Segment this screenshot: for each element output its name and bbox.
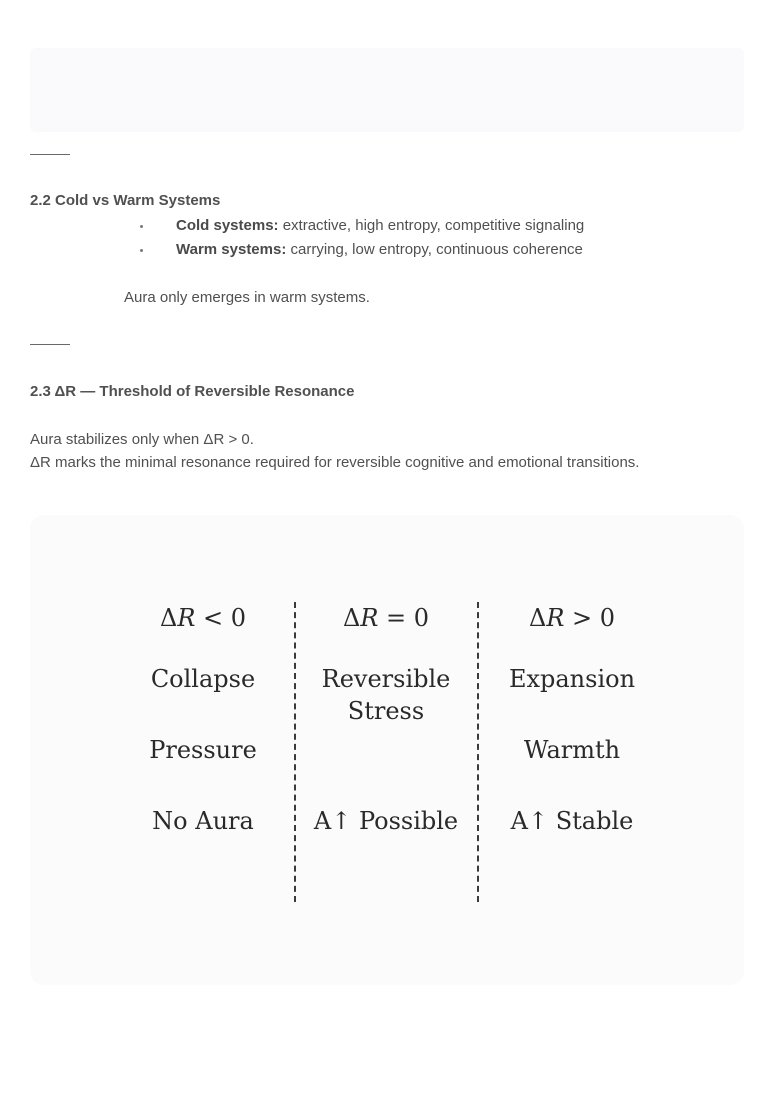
- section-divider: [30, 344, 70, 345]
- bullet-description: extractive, high entropy, competitive signaling: [278, 217, 585, 234]
- figure-cell: A↑ Possible: [313, 807, 459, 835]
- figure-column-divider: [477, 602, 479, 902]
- figure-cell: A↑ Stable: [510, 807, 634, 835]
- figure-cell-line: Stress: [347, 697, 425, 725]
- variable-r: R: [177, 604, 196, 632]
- figure-column-header: [296, 602, 476, 634]
- figure-column-header: [113, 602, 293, 634]
- threshold-paragraph: Aura stabilizes only when ΔR > 0.: [30, 431, 254, 448]
- bullet-term: Cold systems:: [176, 217, 279, 234]
- aura-note: Aura only emerges in warm systems.: [124, 289, 370, 306]
- delta-symbol: Δ: [528, 604, 547, 632]
- bullet-term: Warm systems:: [176, 241, 287, 258]
- figure-column-header: [482, 602, 662, 634]
- figure-cell: [296, 663, 476, 727]
- variable-r: R: [360, 604, 379, 632]
- figure-cell: Pressure: [149, 736, 257, 764]
- section-divider: [30, 154, 70, 155]
- figure-cell: No Aura: [152, 807, 254, 835]
- relation: > 0: [564, 604, 616, 632]
- threshold-explanation: ΔR marks the minimal resonance required for reversible cognitive and emotional transitions.: [30, 454, 640, 471]
- bullet-text: [176, 240, 583, 260]
- bullet-icon: [140, 249, 143, 252]
- bullet-description: carrying, low entropy, continuous coherence: [286, 241, 583, 258]
- figure-cell: Warmth: [523, 736, 621, 764]
- figure-cell-line: Reversible: [321, 665, 451, 693]
- figure-cell: Expansion: [508, 665, 636, 693]
- figure-cell: Collapse: [150, 665, 256, 693]
- section-2-3-heading: 2.3 ΔR — Threshold of Reversible Resonance: [30, 383, 355, 400]
- bullet-icon: [140, 225, 143, 228]
- figure-column-divider: [294, 602, 296, 902]
- relation: < 0: [195, 604, 247, 632]
- bullet-text: [176, 216, 584, 236]
- section-2-2-heading: 2.2 Cold vs Warm Systems: [30, 192, 221, 209]
- variable-r: R: [546, 604, 565, 632]
- delta-symbol: Δ: [159, 604, 178, 632]
- relation: = 0: [378, 604, 430, 632]
- top-image-placeholder: [30, 48, 744, 132]
- delta-symbol: Δ: [342, 604, 361, 632]
